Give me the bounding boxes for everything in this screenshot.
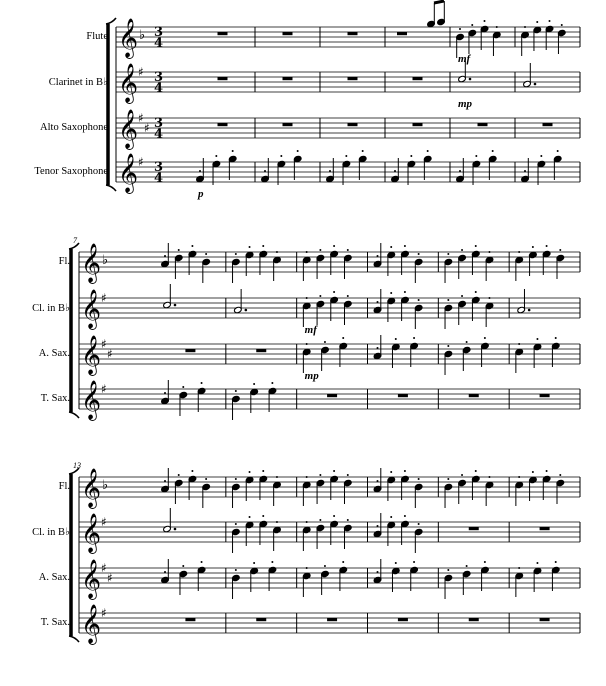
staccato-dot bbox=[559, 249, 561, 251]
staccato-dot bbox=[232, 150, 234, 152]
dot bbox=[174, 304, 177, 307]
staccato-dot bbox=[390, 246, 392, 248]
staccato-dot bbox=[276, 521, 278, 523]
staccato-dot bbox=[253, 562, 255, 564]
staccato-dot bbox=[395, 338, 397, 340]
dot bbox=[528, 309, 531, 312]
staccato-dot bbox=[178, 474, 180, 476]
staccato-dot bbox=[546, 470, 548, 472]
staccato-dot bbox=[496, 26, 498, 28]
staccato-dot bbox=[418, 253, 420, 255]
staccato-dot bbox=[390, 516, 392, 518]
instrument-label: Cl. in B♭ bbox=[32, 303, 70, 314]
staccato-dot bbox=[201, 561, 203, 563]
bracket-top-hook bbox=[106, 18, 116, 24]
dynamic-marking: mf bbox=[304, 324, 317, 336]
time-signature-bottom: 4 bbox=[154, 81, 164, 96]
staccato-dot bbox=[540, 155, 542, 157]
staccato-dot bbox=[471, 24, 473, 26]
staccato-dot bbox=[333, 245, 335, 247]
bracket-bottom-hook bbox=[106, 185, 116, 191]
staccato-dot bbox=[235, 523, 237, 525]
flat-icon: ♭ bbox=[139, 28, 146, 43]
treble-clef-icon: 𝄞 bbox=[81, 513, 102, 553]
staccato-dot bbox=[557, 150, 559, 152]
staccato-dot bbox=[345, 155, 347, 157]
dot bbox=[174, 528, 177, 531]
instrument-label: Fl. bbox=[58, 256, 70, 267]
staccato-dot bbox=[484, 20, 486, 22]
staccato-dot bbox=[518, 343, 520, 345]
staccato-dot bbox=[488, 476, 490, 478]
staccato-dot bbox=[461, 295, 463, 297]
whole-rest-icon bbox=[469, 394, 479, 397]
dynamic-marking: mp bbox=[304, 370, 319, 382]
time-signature-bottom: 4 bbox=[154, 171, 164, 186]
staccato-dot bbox=[377, 571, 379, 573]
sharp-icon: ♯ bbox=[101, 382, 107, 396]
staccato-dot bbox=[235, 390, 237, 392]
instrument-label: Alto Saxophone bbox=[40, 122, 108, 133]
staccato-dot bbox=[319, 249, 321, 251]
treble-clef-icon: 𝄞 bbox=[81, 380, 102, 420]
treble-clef-icon: 𝄞 bbox=[81, 604, 102, 644]
staccato-dot bbox=[205, 478, 207, 480]
staccato-dot bbox=[306, 567, 308, 569]
staccato-dot bbox=[262, 470, 264, 472]
whole-rest-icon bbox=[327, 394, 337, 397]
whole-rest-icon bbox=[543, 123, 553, 126]
staccato-dot bbox=[404, 245, 406, 247]
staccato-dot bbox=[324, 565, 326, 567]
staccato-dot bbox=[549, 20, 551, 22]
staccato-dot bbox=[306, 297, 308, 299]
staccato-dot bbox=[333, 291, 335, 293]
staccato-dot bbox=[413, 337, 415, 339]
measure-number: 7 bbox=[73, 236, 77, 245]
instrument-label: A. Sax. bbox=[38, 572, 70, 583]
treble-clef-icon: 𝄞 bbox=[118, 109, 139, 149]
staccato-dot bbox=[532, 471, 534, 473]
staccato-dot bbox=[319, 519, 321, 521]
staccato-dot bbox=[178, 249, 180, 251]
staccato-dot bbox=[377, 255, 379, 257]
staccato-dot bbox=[362, 150, 364, 152]
staccato-dot bbox=[377, 301, 379, 303]
instrument-label: Tenor Saxophone bbox=[34, 166, 108, 177]
treble-clef-icon: 𝄞 bbox=[81, 289, 102, 329]
treble-clef-icon: 𝄞 bbox=[81, 335, 102, 375]
whole-rest-icon bbox=[327, 618, 337, 621]
dot bbox=[469, 78, 472, 81]
whole-rest-icon bbox=[413, 123, 423, 126]
whole-rest-icon bbox=[469, 527, 479, 530]
staccato-dot bbox=[182, 386, 184, 388]
instrument-label: T. Sax. bbox=[40, 617, 70, 628]
staccato-dot bbox=[191, 470, 193, 472]
sharp-icon: ♯ bbox=[107, 347, 113, 361]
staccato-dot bbox=[306, 476, 308, 478]
staccato-dot bbox=[459, 170, 461, 172]
whole-rest-icon bbox=[540, 618, 550, 621]
staccato-dot bbox=[201, 382, 203, 384]
staccato-dot bbox=[404, 515, 406, 517]
staccato-dot bbox=[199, 170, 201, 172]
time-signature-top: 3 bbox=[154, 116, 164, 131]
staccato-dot bbox=[319, 295, 321, 297]
treble-clef-icon: 𝄞 bbox=[118, 63, 139, 103]
staccato-dot bbox=[276, 476, 278, 478]
staccato-dot bbox=[333, 515, 335, 517]
staccato-dot bbox=[484, 337, 486, 339]
staccato-dot bbox=[532, 246, 534, 248]
staccato-dot bbox=[418, 478, 420, 480]
staccato-dot bbox=[461, 249, 463, 251]
sharp-icon: ♯ bbox=[138, 65, 144, 79]
staccato-dot bbox=[306, 251, 308, 253]
instrument-label: Fl. bbox=[58, 481, 70, 492]
whole-rest-icon bbox=[283, 77, 293, 80]
staccato-dot bbox=[347, 295, 349, 297]
staccato-dot bbox=[555, 561, 557, 563]
dynamic-marking: mf bbox=[458, 53, 471, 65]
staccato-dot bbox=[559, 474, 561, 476]
staccato-dot bbox=[253, 383, 255, 385]
whole-rest-icon bbox=[348, 77, 358, 80]
staccato-dot bbox=[205, 253, 207, 255]
whole-rest-icon bbox=[256, 618, 266, 621]
staccato-dot bbox=[418, 299, 420, 301]
staccato-dot bbox=[347, 474, 349, 476]
sharp-icon: ♯ bbox=[101, 606, 107, 620]
whole-rest-icon bbox=[348, 123, 358, 126]
staccato-dot bbox=[215, 155, 217, 157]
dynamic-marking: p bbox=[198, 188, 204, 200]
whole-rest-icon bbox=[478, 123, 488, 126]
staccato-dot bbox=[524, 170, 526, 172]
staccato-dot bbox=[262, 245, 264, 247]
sharp-icon: ♯ bbox=[101, 515, 107, 529]
staccato-dot bbox=[413, 561, 415, 563]
instrument-label: Flute bbox=[86, 31, 108, 42]
staccato-dot bbox=[524, 26, 526, 28]
whole-rest-icon bbox=[185, 349, 195, 352]
treble-clef-icon: 𝄞 bbox=[81, 559, 102, 599]
staccato-dot bbox=[182, 565, 184, 567]
staccato-dot bbox=[410, 155, 412, 157]
time-signature-top: 3 bbox=[154, 160, 164, 175]
measure-number: 13 bbox=[73, 461, 81, 470]
dot bbox=[534, 83, 537, 86]
staccato-dot bbox=[347, 249, 349, 251]
staccato-dot bbox=[475, 470, 477, 472]
staccato-dot bbox=[447, 345, 449, 347]
treble-clef-icon: 𝄞 bbox=[81, 243, 102, 283]
staccato-dot bbox=[271, 561, 273, 563]
whole-rest-icon bbox=[348, 32, 358, 35]
staccato-dot bbox=[488, 251, 490, 253]
staccato-dot bbox=[561, 24, 563, 26]
staccato-dot bbox=[418, 523, 420, 525]
whole-rest-icon bbox=[540, 394, 550, 397]
staccato-dot bbox=[164, 480, 166, 482]
staccato-dot bbox=[466, 565, 468, 567]
dot bbox=[245, 309, 248, 312]
staccato-dot bbox=[404, 470, 406, 472]
staccato-dot bbox=[249, 246, 251, 248]
staccato-dot bbox=[546, 245, 548, 247]
staccato-dot bbox=[271, 382, 273, 384]
staccato-dot bbox=[518, 567, 520, 569]
staccato-dot bbox=[264, 170, 266, 172]
whole-rest-icon bbox=[540, 527, 550, 530]
staccato-dot bbox=[329, 170, 331, 172]
staccato-dot bbox=[235, 253, 237, 255]
staccato-dot bbox=[488, 297, 490, 299]
staccato-dot bbox=[475, 245, 477, 247]
instrument-label: A. Sax. bbox=[38, 348, 70, 359]
staccato-dot bbox=[377, 347, 379, 349]
staccato-dot bbox=[390, 471, 392, 473]
staccato-dot bbox=[447, 569, 449, 571]
staccato-dot bbox=[306, 521, 308, 523]
instrument-label: Cl. in B♭ bbox=[32, 527, 70, 538]
whole-rest-icon bbox=[218, 32, 228, 35]
staccato-dot bbox=[319, 474, 321, 476]
staccato-dot bbox=[164, 571, 166, 573]
staccato-dot bbox=[333, 470, 335, 472]
staccato-dot bbox=[324, 341, 326, 343]
staccato-dot bbox=[427, 150, 429, 152]
beam bbox=[434, 1, 444, 3]
flat-icon: ♭ bbox=[102, 253, 109, 268]
staccato-dot bbox=[377, 525, 379, 527]
staccato-dot bbox=[447, 299, 449, 301]
staccato-dot bbox=[536, 562, 538, 564]
staccato-dot bbox=[518, 476, 520, 478]
staccato-dot bbox=[235, 478, 237, 480]
sharp-icon: ♯ bbox=[107, 571, 113, 585]
whole-rest-icon bbox=[218, 77, 228, 80]
staccato-dot bbox=[475, 291, 477, 293]
treble-clef-icon: 𝄞 bbox=[81, 468, 102, 508]
staccato-dot bbox=[390, 292, 392, 294]
whole-rest-icon bbox=[413, 77, 423, 80]
staccato-dot bbox=[164, 392, 166, 394]
instrument-label: T. Sax. bbox=[40, 393, 70, 404]
staccato-dot bbox=[461, 474, 463, 476]
sharp-icon: ♯ bbox=[101, 561, 107, 575]
time-signature-top: 3 bbox=[154, 25, 164, 40]
whole-rest-icon bbox=[397, 32, 407, 35]
staccato-dot bbox=[395, 562, 397, 564]
time-signature-top: 3 bbox=[154, 70, 164, 85]
staccato-dot bbox=[306, 343, 308, 345]
whole-rest-icon bbox=[469, 618, 479, 621]
whole-rest-icon bbox=[185, 618, 195, 621]
instrument-label: Clarinet in B♭ bbox=[48, 77, 108, 88]
staccato-dot bbox=[518, 251, 520, 253]
treble-clef-icon: 𝄞 bbox=[118, 153, 139, 193]
staccato-dot bbox=[459, 28, 461, 30]
staccato-dot bbox=[235, 569, 237, 571]
whole-rest-icon bbox=[283, 123, 293, 126]
staccato-dot bbox=[475, 155, 477, 157]
staccato-dot bbox=[536, 338, 538, 340]
whole-rest-icon bbox=[398, 394, 408, 397]
staccato-dot bbox=[377, 480, 379, 482]
staccato-dot bbox=[492, 150, 494, 152]
staccato-dot bbox=[394, 170, 396, 172]
whole-rest-icon bbox=[256, 349, 266, 352]
staccato-dot bbox=[249, 471, 251, 473]
time-signature-bottom: 4 bbox=[154, 127, 164, 142]
sharp-icon: ♯ bbox=[138, 111, 144, 125]
whole-rest-icon bbox=[398, 618, 408, 621]
staccato-dot bbox=[164, 255, 166, 257]
sharp-icon: ♯ bbox=[101, 291, 107, 305]
staccato-dot bbox=[262, 515, 264, 517]
bracket-bottom-hook bbox=[69, 636, 79, 642]
staccato-dot bbox=[555, 337, 557, 339]
treble-clef-icon: 𝄞 bbox=[118, 18, 139, 58]
dynamic-marking: mp bbox=[458, 98, 473, 110]
bracket-bottom-hook bbox=[69, 412, 79, 418]
time-signature-bottom: 4 bbox=[154, 36, 164, 51]
whole-rest-icon bbox=[218, 123, 228, 126]
staccato-dot bbox=[297, 150, 299, 152]
staccato-dot bbox=[249, 516, 251, 518]
flat-icon: ♭ bbox=[102, 478, 109, 493]
staccato-dot bbox=[447, 253, 449, 255]
staccato-dot bbox=[191, 245, 193, 247]
staccato-dot bbox=[342, 337, 344, 339]
staccato-dot bbox=[447, 478, 449, 480]
sharp-icon: ♯ bbox=[144, 121, 150, 135]
sharp-icon: ♯ bbox=[138, 155, 144, 169]
staccato-dot bbox=[484, 561, 486, 563]
sharp-icon: ♯ bbox=[101, 337, 107, 351]
staccato-dot bbox=[342, 561, 344, 563]
staccato-dot bbox=[276, 251, 278, 253]
whole-rest-icon bbox=[283, 32, 293, 35]
staccato-dot bbox=[280, 155, 282, 157]
staccato-dot bbox=[347, 519, 349, 521]
staccato-dot bbox=[536, 21, 538, 23]
staccato-dot bbox=[404, 291, 406, 293]
staccato-dot bbox=[466, 341, 468, 343]
